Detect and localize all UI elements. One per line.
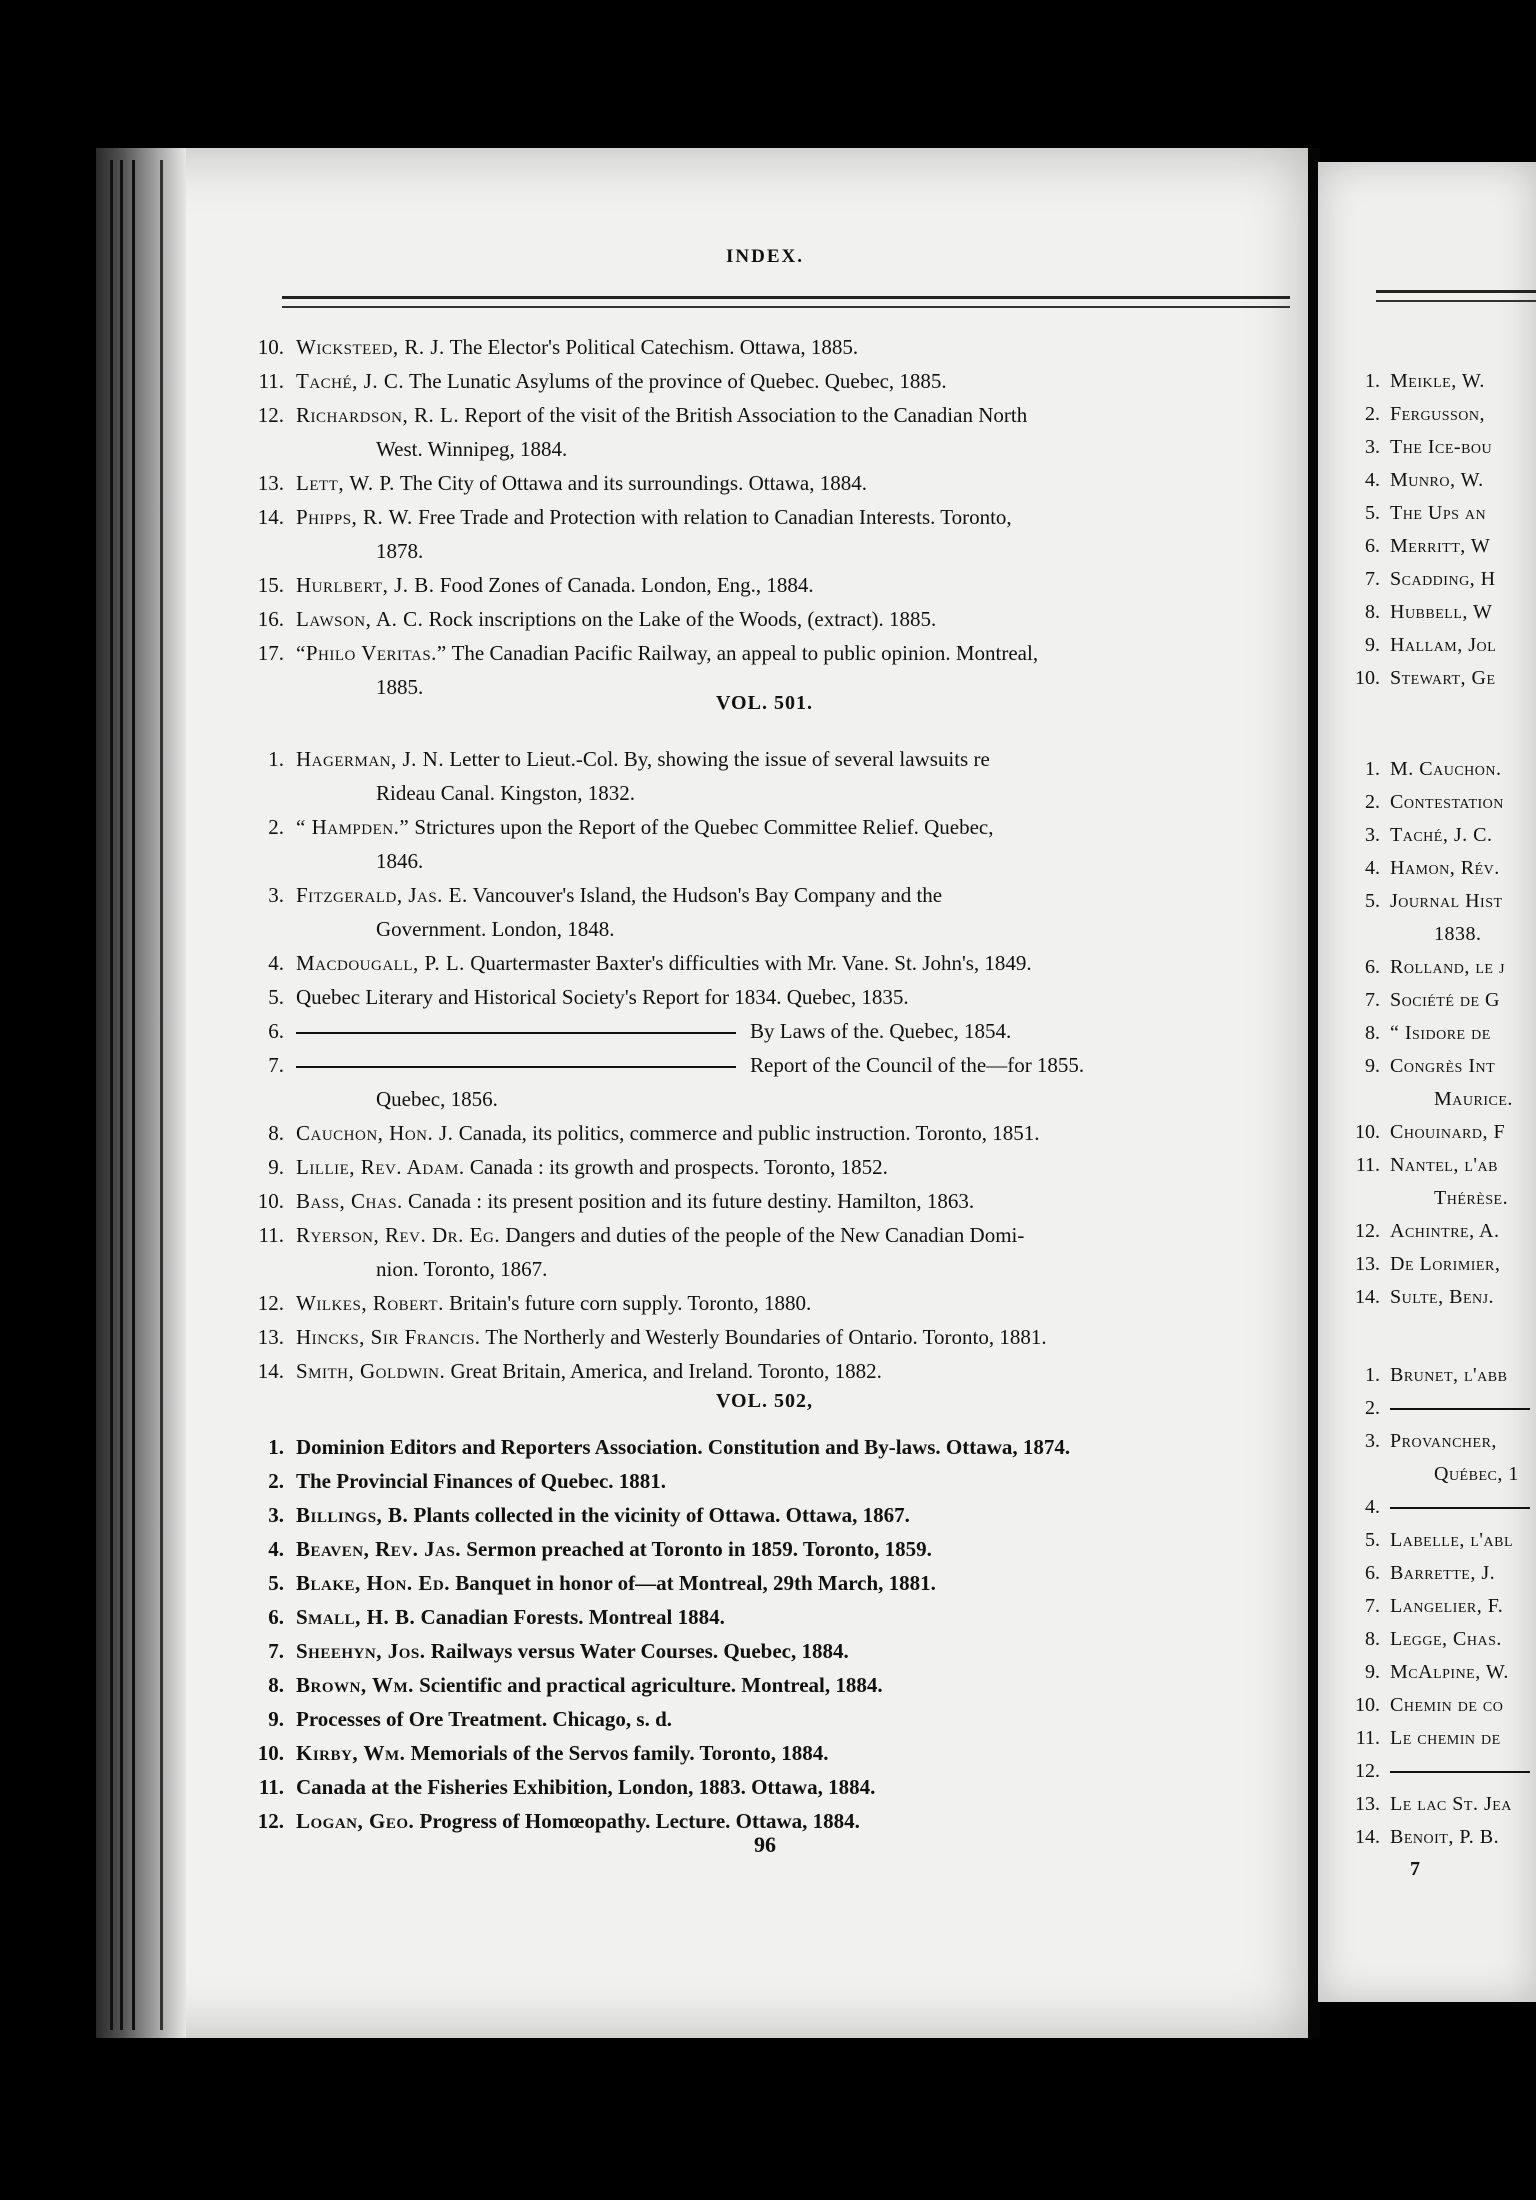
entry-number: 11. — [1355, 1727, 1380, 1749]
entry-title: Le chemin de — [1390, 1727, 1501, 1749]
entry-title: Maurice. — [1434, 1088, 1513, 1110]
entry-title: Dominion Editors and Reporters Association. Constitution and By-laws. Ottawa, 1874. — [296, 1435, 1071, 1459]
entry-title: The Provincial Finances of Quebec. 1881. — [296, 1469, 667, 1493]
entry-title: M. Cauchon. — [1390, 758, 1502, 780]
entry-number: 14. — [1355, 1826, 1380, 1848]
right-index-entry — [1340, 1150, 1536, 1180]
right-index-entry — [1340, 853, 1536, 883]
index-entry — [258, 1218, 1256, 1286]
entry-author: Hurlbert, J. B. — [296, 573, 435, 597]
entry-number: 7. — [1365, 989, 1380, 1011]
entry-number: 13. — [257, 1325, 284, 1349]
entry-number: 5. — [268, 985, 284, 1009]
entry-continuation: 1885. — [376, 675, 424, 699]
entry-number: 3. — [268, 883, 284, 907]
entry-title: Progress of Homœopathy. Lecture. Ottawa, 1884. — [419, 1809, 860, 1833]
index-entry — [268, 1014, 1256, 1048]
entry-number: 11. — [1355, 1154, 1380, 1176]
entry-title: The Canadian Pacific Railway, an appeal to public opinion. Montreal, — [451, 641, 1039, 665]
entry-number: 1. — [268, 747, 284, 771]
entry-number: 14. — [1355, 1286, 1380, 1308]
entry-author: Lawson, A. C. — [296, 607, 424, 631]
entry-author: Beaven, Rev. Jas. — [296, 1537, 462, 1561]
entry-title: Scadding, H — [1390, 568, 1496, 590]
right-index-entry — [1340, 1624, 1536, 1654]
index-entry — [268, 742, 1256, 810]
volume-heading: VOL. 502, — [716, 1390, 813, 1412]
entry-number: 5. — [1365, 890, 1380, 912]
entry-number: 9. — [268, 1707, 284, 1731]
entry-title — [1390, 1507, 1530, 1509]
entry-number: 8. — [268, 1121, 284, 1145]
running-head: INDEX. — [726, 246, 804, 267]
header-rule-double — [282, 306, 1290, 308]
entry-title: Société de G — [1390, 989, 1500, 1011]
entry-number: 6. — [1365, 1562, 1380, 1584]
entry-number: 15. — [257, 573, 284, 597]
entry-title: Chouinard, F — [1390, 1121, 1506, 1143]
entry-title: Brunet, l'abb — [1390, 1364, 1508, 1386]
entry-title: Meikle, W. — [1390, 370, 1485, 392]
entry-title: By Laws of the. Quebec, 1854. — [750, 1019, 1012, 1043]
entry-continuation: Government. London, 1848. — [376, 917, 615, 941]
right-header-rule-double — [1376, 300, 1536, 302]
entry-title: Provancher, — [1390, 1430, 1497, 1452]
entry-author: Small, H. B. — [296, 1605, 416, 1629]
entry-title: Fergusson, — [1390, 403, 1486, 425]
entry-author: Sheehyn, Jos. — [296, 1639, 426, 1663]
entry-title: The Northerly and Westerly Boundaries of Ontario. Toronto, 1881. — [485, 1325, 1047, 1349]
index-entry — [257, 568, 1256, 602]
right-index-entry — [1340, 1426, 1536, 1456]
index-entry — [268, 1566, 1256, 1600]
entry-number: 2. — [1365, 1397, 1380, 1419]
right-index-entry — [1340, 1216, 1536, 1246]
entry-title: The City of Ottawa and its surroundings. Ottawa, 1884. — [399, 471, 867, 495]
entry-number: 13. — [1355, 1793, 1380, 1815]
entry-title: Sermon preached at Toronto in 1859. Toronto, 1859. — [466, 1537, 932, 1561]
right-index-entry — [1340, 1822, 1536, 1852]
entry-number: 6. — [268, 1605, 284, 1629]
right-index-entry — [1340, 952, 1536, 982]
entry-author: Logan, Geo. — [296, 1809, 415, 1833]
right-index-entry — [1340, 465, 1536, 495]
index-entry — [268, 1464, 1256, 1498]
right-index-entry — [1340, 1249, 1536, 1279]
right-index-entry — [1340, 531, 1536, 561]
right-index-entry — [1340, 1360, 1536, 1390]
index-entry — [268, 1048, 1256, 1116]
entry-number: 4. — [1365, 857, 1380, 879]
index-entry — [268, 1430, 1256, 1464]
entry-number: 2. — [1365, 403, 1380, 425]
entry-title: Letter to Lieut.-Col. By, showing the issue of several lawsuits re — [449, 747, 990, 771]
entry-title: De Lorimier, — [1390, 1253, 1501, 1275]
index-entry — [258, 1770, 1256, 1804]
index-entry — [257, 1286, 1256, 1320]
entry-title: Dangers and duties of the people of the New Canadian Domi- — [505, 1223, 1025, 1247]
right-index-entry — [1434, 1183, 1536, 1213]
entry-title: Rolland, le j — [1390, 956, 1505, 978]
entry-author: Phipps, R. W. — [296, 505, 413, 529]
entry-title: Hamon, Rév. — [1390, 857, 1500, 879]
entry-number: 12. — [257, 1291, 284, 1315]
entry-title: Great Britain, America, and Ireland. Toronto, 1882. — [450, 1359, 882, 1383]
entry-title: Hubbell, W — [1390, 601, 1493, 623]
entry-title: Strictures upon the Report of the Quebec Committee Relief. Quebec, — [414, 815, 994, 839]
entry-number: 1. — [1365, 370, 1380, 392]
entry-number: 5. — [1365, 1529, 1380, 1551]
entry-title: Munro, W. — [1390, 469, 1484, 491]
entry-author: Ryerson, Rev. Dr. Eg. — [296, 1223, 501, 1247]
entry-number: 10. — [1355, 1121, 1380, 1143]
entry-number: 16. — [257, 607, 284, 631]
entry-title: Quartermaster Baxter's difficulties with Mr. Vane. St. John's, 1849. — [470, 951, 1032, 975]
entry-number: 7. — [1365, 1595, 1380, 1617]
entry-number: 8. — [1365, 1022, 1380, 1044]
entry-number: 3. — [1365, 824, 1380, 846]
entry-number: 4. — [1365, 469, 1380, 491]
entry-number: 11. — [258, 1775, 284, 1799]
entry-number: 11. — [258, 369, 284, 393]
entry-number: 6. — [1365, 535, 1380, 557]
right-index-entry — [1340, 564, 1536, 594]
entry-number: 14. — [257, 1359, 284, 1383]
entry-title: McAlpine, W. — [1390, 1661, 1509, 1683]
entry-number: 4. — [1365, 1496, 1380, 1518]
index-entry — [257, 1354, 1256, 1388]
entry-author: Hincks, Sir Francis. — [296, 1325, 481, 1349]
entry-title: Memorials of the Servos family. Toronto, 1884. — [410, 1741, 829, 1765]
entry-title: Langelier, F. — [1390, 1595, 1504, 1617]
entry-title: Processes of Ore Treatment. Chicago, s. d. — [296, 1707, 673, 1731]
right-index-entry — [1340, 1525, 1536, 1555]
entry-author: Bass, Chas. — [296, 1189, 403, 1213]
page-number: 96 — [754, 1832, 776, 1857]
right-index-entry — [1340, 1282, 1536, 1312]
entry-number: 3. — [1365, 436, 1380, 458]
index-entry — [268, 946, 1256, 980]
entry-title: Stewart, Ge — [1390, 667, 1496, 689]
index-entry — [257, 1804, 1256, 1838]
entry-author: Brown, Wm. — [296, 1673, 414, 1697]
entry-author: Richardson, R. L. — [296, 403, 460, 427]
entry-number: 12. — [257, 1809, 284, 1833]
entry-title: Canada, its politics, commerce and public instruction. Toronto, 1851. — [458, 1121, 1040, 1145]
index-entry — [257, 500, 1256, 568]
index-entry — [257, 1184, 1256, 1218]
entry-number: 3. — [268, 1503, 284, 1527]
entry-title: Le lac St. Jea — [1390, 1793, 1512, 1815]
entry-author: Fitzgerald, Jas. E. — [296, 883, 468, 907]
entry-number: 4. — [268, 1537, 284, 1561]
index-entry — [257, 466, 1256, 500]
right-header-rule — [1376, 290, 1536, 293]
entry-number: 13. — [257, 471, 284, 495]
right-index-entry — [1340, 1492, 1536, 1522]
entry-number: 9. — [1365, 1661, 1380, 1683]
entry-author: Wicksteed, R. J. — [296, 335, 445, 359]
right-index-entry — [1340, 886, 1536, 916]
entry-continuation: nion. Toronto, 1867. — [376, 1257, 548, 1281]
entry-title: Hallam, Jol — [1390, 634, 1497, 656]
entry-author: Lillie, Rev. Adam. — [296, 1155, 465, 1179]
entry-number: 7. — [1365, 568, 1380, 590]
entry-title: Labelle, l'abl — [1390, 1529, 1514, 1551]
ditto-dash — [296, 1066, 736, 1068]
entry-continuation: West. Winnipeg, 1884. — [376, 437, 568, 461]
entry-number: 1. — [268, 1435, 284, 1459]
entry-number: 1. — [1365, 1364, 1380, 1386]
right-index-entry — [1340, 1690, 1536, 1720]
entry-title: Nantel, l'ab — [1390, 1154, 1498, 1176]
index-entry — [257, 1320, 1256, 1354]
right-index-entry — [1340, 1789, 1536, 1819]
index-entry — [268, 1668, 1256, 1702]
right-index-entry — [1340, 663, 1536, 693]
entry-title — [1390, 1408, 1530, 1410]
header-rule — [282, 296, 1290, 299]
entry-number: 8. — [268, 1673, 284, 1697]
right-index-entry — [1340, 1723, 1536, 1753]
entry-number: 2. — [268, 1469, 284, 1493]
entry-title: Canadian Forests. Montreal 1884. — [420, 1605, 725, 1629]
index-entry — [257, 330, 1256, 364]
right-index-entry — [1340, 366, 1536, 396]
entry-title: Britain's future corn supply. Toronto, 1880. — [449, 1291, 812, 1315]
entry-number: 5. — [268, 1571, 284, 1595]
entry-title: Thérèse. — [1434, 1187, 1509, 1209]
entry-title: Taché, J. C. — [1390, 824, 1493, 846]
right-index-entry — [1340, 1657, 1536, 1687]
entry-title: Canada : its present position and its future destiny. Hamilton, 1863. — [408, 1189, 975, 1213]
entry-author: Macdougall, P. L. — [296, 951, 465, 975]
entry-number: 9. — [1365, 634, 1380, 656]
ditto-dash — [296, 1032, 736, 1034]
entry-number: 1. — [1365, 758, 1380, 780]
entry-number: 4. — [268, 951, 284, 975]
entry-title: Québec, 1 — [1434, 1463, 1519, 1485]
right-index-entry — [1340, 1018, 1536, 1048]
index-entry — [268, 878, 1256, 946]
entry-title: Sulte, Benj. — [1390, 1286, 1495, 1308]
entry-title: Congrès Int — [1390, 1055, 1496, 1077]
entry-title: Achintre, A. — [1390, 1220, 1500, 1242]
entry-title: Barrette, J. — [1390, 1562, 1496, 1584]
entry-number: 2. — [268, 815, 284, 839]
entry-number: 12. — [1355, 1760, 1380, 1782]
entry-title: Canada at the Fisheries Exhibition, London, 1883. Ottawa, 1884. — [296, 1775, 876, 1799]
index-entry — [258, 364, 1256, 398]
entry-author: Cauchon, Hon. J. — [296, 1121, 454, 1145]
entry-title: Report of the visit of the British Association to the Canadian North — [464, 403, 1028, 427]
entry-continuation: Quebec, 1856. — [376, 1087, 498, 1111]
right-page-number: 7 — [1410, 1858, 1420, 1880]
entry-title: Legge, Chas. — [1390, 1628, 1502, 1650]
entry-title: Journal Hist — [1390, 890, 1503, 912]
entry-continuation: 1878. — [376, 539, 424, 563]
index-entry — [268, 1150, 1256, 1184]
entry-author: Blake, Hon. Ed. — [296, 1571, 450, 1595]
right-index-entry — [1434, 1459, 1536, 1489]
entry-number: 12. — [1355, 1220, 1380, 1242]
entry-number: 11. — [258, 1223, 284, 1247]
entry-title: Plants collected in the vicinity of Ottawa. Ottawa, 1867. — [413, 1503, 910, 1527]
entry-title: “ Isidore de — [1390, 1022, 1491, 1044]
right-index-entry — [1340, 597, 1536, 627]
entry-author: Wilkes, Robert. — [296, 1291, 444, 1315]
entry-number: 13. — [1355, 1253, 1380, 1275]
entry-author: Smith, Goldwin. — [296, 1359, 446, 1383]
right-index-entry — [1340, 985, 1536, 1015]
entry-number: 17. — [257, 641, 284, 665]
entry-number: 14. — [257, 505, 284, 529]
index-entry — [268, 1498, 1256, 1532]
right-index-entry — [1340, 1393, 1536, 1423]
entry-author: Kirby, Wm. — [296, 1741, 406, 1765]
entry-title: The Ups an — [1390, 502, 1487, 524]
right-index-entry — [1340, 399, 1536, 429]
entry-continuation: Rideau Canal. Kingston, 1832. — [376, 781, 635, 805]
index-entry — [268, 1116, 1256, 1150]
entry-number: 8. — [1365, 1628, 1380, 1650]
entry-title: 1838. — [1434, 923, 1482, 945]
index-entry — [268, 810, 1256, 878]
entry-title: The Ice-bou — [1390, 436, 1493, 458]
entry-number: 8. — [1365, 601, 1380, 623]
right-index-entry — [1434, 919, 1536, 949]
entry-title: Food Zones of Canada. London, Eng., 1884. — [439, 573, 814, 597]
index-entry — [268, 1600, 1256, 1634]
right-index-entry — [1434, 1084, 1536, 1114]
entry-author: “Philo Veritas.” — [296, 641, 447, 665]
right-index-entry — [1340, 498, 1536, 528]
entry-author: Lett, W. P. — [296, 471, 395, 495]
right-index-entry — [1340, 630, 1536, 660]
entry-number: 9. — [268, 1155, 284, 1179]
entry-title: Merritt, W — [1390, 535, 1491, 557]
right-index-entry — [1340, 787, 1536, 817]
index-entry — [257, 1736, 1256, 1770]
index-entry — [257, 602, 1256, 636]
volume-heading: VOL. 501. — [716, 692, 813, 714]
entry-number: 5. — [1365, 502, 1380, 524]
entry-title: Chemin de co — [1390, 1694, 1504, 1716]
entry-number: 10. — [1355, 1694, 1380, 1716]
right-index-entry — [1340, 1558, 1536, 1588]
right-index-entry — [1340, 754, 1536, 784]
entry-number: 7. — [268, 1639, 284, 1663]
entry-number: 10. — [1355, 667, 1380, 689]
entry-number: 6. — [268, 1019, 284, 1043]
right-index-entry — [1340, 1756, 1536, 1786]
entry-author: Hagerman, J. N. — [296, 747, 445, 771]
entry-title: The Elector's Political Catechism. Ottawa, 1885. — [449, 335, 859, 359]
entry-title: Contestation — [1390, 791, 1504, 813]
entry-author: Taché, J. C. — [296, 369, 405, 393]
entry-title: Banquet in honor of—at Montreal, 29th March, 1881. — [455, 1571, 936, 1595]
entry-title: Rock inscriptions on the Lake of the Woods, (extract). 1885. — [428, 607, 937, 631]
entry-number: 10. — [257, 1189, 284, 1213]
entry-author: Billings, B. — [296, 1503, 409, 1527]
entry-number: 3. — [1365, 1430, 1380, 1452]
right-index-entry — [1340, 432, 1536, 462]
entry-author: “ Hampden.” — [296, 815, 410, 839]
entry-title: Quebec Literary and Historical Society's Report for 1834. Quebec, 1835. — [296, 985, 909, 1009]
right-index-entry — [1340, 1591, 1536, 1621]
entry-number: 6. — [1365, 956, 1380, 978]
entry-number: 9. — [1365, 1055, 1380, 1077]
index-entry — [257, 398, 1256, 466]
right-index-entry — [1340, 820, 1536, 850]
index-entry — [268, 1634, 1256, 1668]
entry-title: Canada : its growth and prospects. Toronto, 1852. — [469, 1155, 888, 1179]
entry-number: 7. — [268, 1053, 284, 1077]
entry-number: 2. — [1365, 791, 1380, 813]
entry-title: Free Trade and Protection with relation to Canadian Interests. Toronto, — [418, 505, 1012, 529]
entry-number: 10. — [257, 335, 284, 359]
index-entry — [268, 980, 1256, 1014]
right-index-entry — [1340, 1051, 1536, 1081]
index-entry — [268, 1702, 1256, 1736]
entry-number: 12. — [257, 403, 284, 427]
entry-title: Railways versus Water Courses. Quebec, 1884. — [430, 1639, 849, 1663]
right-index-entry — [1340, 1117, 1536, 1147]
entry-title: Scientific and practical agriculture. Montreal, 1884. — [419, 1673, 883, 1697]
index-entry — [268, 1532, 1256, 1566]
entry-title: Benoit, P. B. — [1390, 1826, 1500, 1848]
entry-number: 10. — [257, 1741, 284, 1765]
entry-title: Vancouver's Island, the Hudson's Bay Company and the — [472, 883, 943, 907]
entry-title: The Lunatic Asylums of the province of Quebec. Quebec, 1885. — [408, 369, 947, 393]
entry-title — [1390, 1771, 1530, 1773]
entry-title: Report of the Council of the—for 1855. — [750, 1053, 1085, 1077]
entry-continuation: 1846. — [376, 849, 424, 873]
